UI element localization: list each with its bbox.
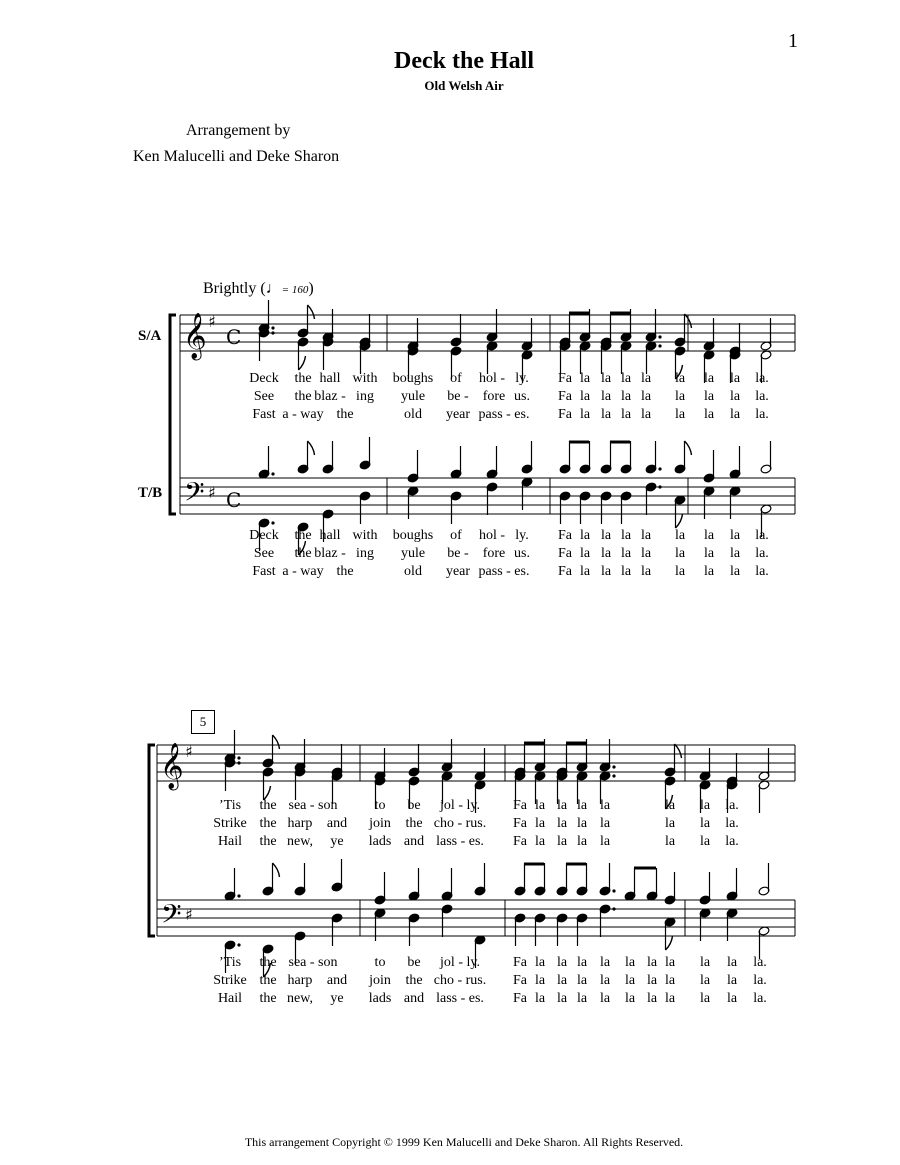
sa-lyric-syllable: la bbox=[579, 407, 591, 422]
tb-lyric-syllable: la bbox=[579, 528, 591, 543]
tb-lyric-syllable: la. bbox=[755, 546, 769, 561]
common-time-icon: C bbox=[226, 488, 242, 512]
tb-lyric-syllable: pass - es. bbox=[478, 564, 530, 579]
sa-lyric-syllable: la bbox=[599, 834, 611, 849]
sa-lyric-syllable: lads bbox=[368, 834, 392, 849]
tb-lyric-syllable: the bbox=[405, 973, 423, 988]
tb-lyric-syllable: la bbox=[699, 973, 711, 988]
tb-lyric-syllable: yule bbox=[400, 546, 426, 561]
measure-number: 5 bbox=[191, 710, 215, 734]
tb-lyric-syllable: Hail bbox=[217, 991, 243, 1006]
sa-lyric-syllable: la bbox=[640, 389, 652, 404]
sa-lyric-syllable: la bbox=[556, 798, 568, 813]
tb-lyric-syllable: la bbox=[640, 546, 652, 561]
note-dot bbox=[658, 467, 661, 470]
tb-lyric-syllable: Fa bbox=[513, 955, 527, 970]
note-flag bbox=[685, 441, 692, 455]
sa-lyric-syllable: la bbox=[674, 371, 686, 386]
tb-lyric-syllable: la bbox=[646, 955, 658, 970]
sa-lyric-syllable: Strike bbox=[213, 816, 247, 831]
sa-lyric-syllable: yule bbox=[400, 389, 426, 404]
tb-lyric-syllable: la bbox=[729, 528, 741, 543]
sa-lyric-syllable: harp bbox=[287, 816, 313, 831]
sa-lyric-syllable: and bbox=[326, 816, 348, 831]
tb-lyric-syllable: la. bbox=[753, 991, 767, 1006]
tb-lyric-syllable: hol - bbox=[478, 528, 506, 543]
sa-lyric-syllable: la bbox=[674, 389, 686, 404]
tb-lyric-syllable: la bbox=[726, 955, 738, 970]
tb-lyric-syllable: la bbox=[646, 991, 658, 1006]
sa-lyric-syllable: la. bbox=[725, 834, 739, 849]
sa-lyric-syllable: la bbox=[729, 389, 741, 404]
sa-lyric-syllable: Deck bbox=[249, 371, 279, 386]
tb-lyric-syllable: la bbox=[576, 955, 588, 970]
sa-lyric-syllable: hol - bbox=[478, 371, 506, 386]
sa-lyric-syllable: Hail bbox=[217, 834, 243, 849]
tb-lyric-syllable: hall bbox=[319, 528, 341, 543]
note-dot bbox=[237, 894, 240, 897]
sa-lyric-syllable: lass - es. bbox=[436, 834, 484, 849]
sa-lyric-syllable: the bbox=[294, 389, 312, 404]
song-title: Deck the Hall bbox=[394, 48, 534, 74]
sa-lyric-syllable: sea - son bbox=[288, 798, 338, 813]
tb-lyric-syllable: la bbox=[640, 528, 652, 543]
key-signature-sharp-icon: ♯ bbox=[208, 312, 216, 331]
sa-lyric-syllable: to bbox=[374, 798, 386, 813]
sa-lyric-syllable: Fast bbox=[252, 407, 276, 422]
tb-lyric-syllable: blaz - bbox=[314, 546, 346, 561]
sa-lyric-syllable: with bbox=[352, 371, 378, 386]
part-label-sa: S/A bbox=[138, 328, 162, 344]
tb-lyric-syllable: Fast bbox=[252, 564, 276, 579]
tb-lyric-syllable: la bbox=[600, 528, 612, 543]
sa-lyric-syllable: la bbox=[534, 798, 546, 813]
sa-lyric-syllable: la bbox=[729, 407, 741, 422]
sa-lyric-syllable: la bbox=[664, 798, 676, 813]
sa-lyric-syllable: be bbox=[407, 798, 421, 813]
sa-lyric-syllable: hall bbox=[319, 371, 341, 386]
sa-lyric-syllable: la bbox=[534, 816, 546, 831]
tb-lyric-syllable: to bbox=[374, 955, 386, 970]
song-subtitle: Old Welsh Air bbox=[424, 78, 504, 93]
note-flag bbox=[676, 514, 683, 528]
sa-lyric-syllable: la. bbox=[755, 389, 769, 404]
note-dot bbox=[658, 485, 661, 488]
note-flag bbox=[666, 936, 673, 950]
tb-lyric-syllable: of bbox=[450, 528, 462, 543]
tb-lyric-syllable: la bbox=[726, 973, 738, 988]
tb-lyric-syllable: ye bbox=[330, 991, 344, 1006]
tb-lyric-syllable: la bbox=[674, 564, 686, 579]
sa-lyric-syllable: the bbox=[259, 834, 277, 849]
arrangement-credit-line1: Arrangement by bbox=[186, 122, 291, 139]
sa-lyric-syllable: la bbox=[556, 834, 568, 849]
tb-lyric-syllable: la bbox=[534, 973, 546, 988]
sa-lyric-syllable: la bbox=[579, 389, 591, 404]
sa-lyric-syllable: the bbox=[336, 407, 354, 422]
sa-lyric-syllable: la bbox=[729, 371, 741, 386]
tb-lyric-syllable: the bbox=[294, 546, 312, 561]
tb-lyric-syllable: ’Tis bbox=[218, 955, 242, 970]
tb-lyric-syllable: Fa bbox=[558, 564, 572, 579]
sa-lyric-syllable: la bbox=[576, 798, 588, 813]
sa-lyric-syllable: join bbox=[369, 816, 391, 831]
arrangement-credit-line2: Ken Malucelli and Deke Sharon bbox=[133, 148, 340, 165]
sa-lyric-syllable: la. bbox=[725, 798, 739, 813]
sa-lyric-syllable: us. bbox=[514, 389, 530, 404]
sa-lyric-syllable: la bbox=[620, 389, 632, 404]
copyright-notice: This arrangement Copyright © 1999 Ken Malucelli and Deke Sharon. All Rights Reserved. bbox=[244, 1135, 684, 1149]
tb-lyric-syllable: with bbox=[352, 528, 378, 543]
note-flag bbox=[308, 305, 315, 319]
sa-lyric-syllable: cho - rus. bbox=[433, 816, 487, 831]
tb-lyric-syllable: la bbox=[726, 991, 738, 1006]
sa-lyric-syllable: la bbox=[599, 798, 611, 813]
tb-lyric-syllable: and bbox=[326, 973, 348, 988]
tb-lyric-syllable: la bbox=[703, 564, 715, 579]
tb-lyric-syllable: ing bbox=[356, 546, 374, 561]
sa-lyric-syllable: be - bbox=[447, 389, 469, 404]
tb-lyric-syllable: and bbox=[403, 991, 425, 1006]
tb-lyric-syllable: la bbox=[556, 973, 568, 988]
tb-lyric-syllable: la bbox=[556, 955, 568, 970]
tb-lyric-syllable: boughs bbox=[392, 528, 434, 543]
tb-lyric-syllable: la bbox=[576, 991, 588, 1006]
tb-lyric-syllable: be - bbox=[447, 546, 469, 561]
tb-lyric-syllable: the bbox=[259, 991, 277, 1006]
sa-lyric-syllable: a - way bbox=[282, 407, 324, 422]
tb-lyric-syllable: la bbox=[729, 546, 741, 561]
sa-lyric-syllable: new, bbox=[287, 834, 313, 849]
sa-lyric-syllable: Fa bbox=[558, 407, 572, 422]
sa-lyric-syllable: la bbox=[579, 371, 591, 386]
tb-lyric-syllable: Deck bbox=[249, 528, 279, 543]
tb-lyric-syllable: la bbox=[579, 546, 591, 561]
sa-lyric-syllable: fore bbox=[482, 389, 506, 404]
common-time-icon: C bbox=[226, 325, 242, 349]
system-bracket bbox=[170, 315, 176, 514]
tempo-label: Brightly bbox=[203, 280, 257, 297]
note-flag bbox=[308, 441, 315, 455]
key-signature-sharp-icon: ♯ bbox=[208, 483, 216, 502]
sa-lyric-syllable: la bbox=[664, 816, 676, 831]
note-dot bbox=[612, 889, 615, 892]
note-dot bbox=[612, 774, 615, 777]
sa-lyric-syllable: la bbox=[600, 389, 612, 404]
note-dot bbox=[271, 521, 274, 524]
note-dot bbox=[271, 472, 274, 475]
tb-lyric-syllable: join bbox=[369, 973, 391, 988]
sa-lyric-syllable: Fa bbox=[513, 834, 527, 849]
tb-lyric-syllable: Fa bbox=[558, 528, 572, 543]
tb-lyric-syllable: la bbox=[699, 955, 711, 970]
note-dot bbox=[237, 943, 240, 946]
tb-lyric-syllable: See bbox=[253, 546, 275, 561]
sa-lyric-syllable: old bbox=[404, 407, 422, 422]
tempo-marking: Brightly (♩= 160) bbox=[203, 280, 314, 297]
tb-lyric-syllable: la bbox=[600, 564, 612, 579]
sa-lyric-syllable: la bbox=[600, 407, 612, 422]
sa-lyric-syllable: ing bbox=[356, 389, 374, 404]
sa-lyric-syllable: year bbox=[445, 407, 471, 422]
tb-lyric-syllable: ly. bbox=[515, 528, 529, 543]
tb-lyric-syllable: la bbox=[674, 546, 686, 561]
sa-lyric-syllable: the bbox=[405, 816, 423, 831]
sa-lyric-syllable: the bbox=[259, 816, 277, 831]
sa-lyric-syllable: and bbox=[403, 834, 425, 849]
sa-lyric-syllable: pass - es. bbox=[478, 407, 530, 422]
tb-lyric-syllable: la bbox=[599, 973, 611, 988]
treble-clef-icon: 𝄞 bbox=[183, 313, 207, 359]
sa-lyric-syllable: la bbox=[640, 371, 652, 386]
tb-lyric-syllable: la bbox=[640, 564, 652, 579]
sa-lyric-syllable: la. bbox=[755, 407, 769, 422]
note-flag bbox=[675, 744, 682, 758]
sa-lyric-syllable: blaz - bbox=[314, 389, 346, 404]
bass-clef-icon: 𝄢 bbox=[184, 476, 205, 514]
tb-lyric-syllable: la bbox=[674, 528, 686, 543]
sa-lyric-syllable: la bbox=[534, 834, 546, 849]
sa-lyric-syllable: ye bbox=[330, 834, 344, 849]
system-bracket bbox=[149, 745, 155, 936]
tb-lyric-syllable: us. bbox=[514, 546, 530, 561]
tb-lyric-syllable: sea - son bbox=[288, 955, 338, 970]
note-flag bbox=[273, 735, 280, 749]
part-label-tb: T/B bbox=[138, 485, 163, 501]
tb-lyric-syllable: la bbox=[576, 973, 588, 988]
sa-lyric-syllable: the bbox=[259, 798, 277, 813]
tb-lyric-syllable: la bbox=[624, 973, 636, 988]
tb-lyric-syllable: Fa bbox=[558, 546, 572, 561]
tb-lyric-syllable: old bbox=[404, 564, 422, 579]
page-number: 1 bbox=[788, 30, 798, 52]
sa-lyric-syllable: la bbox=[703, 407, 715, 422]
sa-lyric-syllable: la bbox=[664, 834, 676, 849]
sa-lyric-syllable: Fa bbox=[513, 816, 527, 831]
tb-lyric-syllable: harp bbox=[287, 973, 313, 988]
tb-lyric-syllable: la bbox=[699, 991, 711, 1006]
tb-lyric-syllable: be bbox=[407, 955, 421, 970]
tb-lyric-syllable: la bbox=[534, 991, 546, 1006]
tb-lyric-syllable: la bbox=[664, 955, 676, 970]
sa-lyric-syllable: la bbox=[703, 389, 715, 404]
sa-lyric-syllable: Fa bbox=[558, 371, 572, 386]
note-dot bbox=[237, 761, 240, 764]
quarter-note-icon: ♩ bbox=[265, 280, 282, 297]
tempo-value: = 160 bbox=[281, 284, 309, 296]
tb-lyric-syllable: la bbox=[599, 955, 611, 970]
tb-lyric-syllable: la bbox=[664, 973, 676, 988]
tb-lyric-syllable: la bbox=[646, 973, 658, 988]
tb-lyric-syllable: lass - es. bbox=[436, 991, 484, 1006]
tb-lyric-syllable: la. bbox=[755, 564, 769, 579]
note-flag bbox=[299, 356, 306, 370]
sa-lyric-syllable: the bbox=[294, 371, 312, 386]
treble-clef-icon: 𝄞 bbox=[160, 743, 184, 789]
tb-lyric-syllable: Fa bbox=[513, 973, 527, 988]
tb-lyric-syllable: la bbox=[729, 564, 741, 579]
note-dot bbox=[658, 335, 661, 338]
sa-lyric-syllable: la bbox=[620, 407, 632, 422]
tb-lyric-syllable: year bbox=[445, 564, 471, 579]
tb-lyric-syllable: la bbox=[599, 991, 611, 1006]
tb-lyric-syllable: la bbox=[624, 955, 636, 970]
sa-lyric-syllable: jol - ly. bbox=[440, 798, 480, 813]
sa-lyric-syllable: of bbox=[450, 371, 462, 386]
sa-lyric-syllable: la bbox=[699, 834, 711, 849]
tb-lyric-syllable: la bbox=[579, 564, 591, 579]
tb-lyric-syllable: la bbox=[620, 528, 632, 543]
sa-lyric-syllable: la bbox=[576, 834, 588, 849]
note-dot bbox=[658, 344, 661, 347]
tb-lyric-syllable: la bbox=[620, 564, 632, 579]
note-dot bbox=[271, 331, 274, 334]
sa-lyric-syllable: ’Tis bbox=[218, 798, 242, 813]
sa-lyric-syllable: See bbox=[253, 389, 275, 404]
note-dot bbox=[612, 907, 615, 910]
tb-lyric-syllable: la bbox=[664, 991, 676, 1006]
sa-lyric-syllable: boughs bbox=[392, 371, 434, 386]
sa-lyric-syllable: la bbox=[674, 407, 686, 422]
sa-lyric-syllable: la bbox=[640, 407, 652, 422]
tb-lyric-syllable: Strike bbox=[213, 973, 247, 988]
key-signature-sharp-icon: ♯ bbox=[185, 905, 193, 924]
tb-lyric-syllable: cho - rus. bbox=[433, 973, 487, 988]
bass-clef-icon: 𝄢 bbox=[161, 898, 182, 936]
sa-lyric-syllable: la. bbox=[725, 816, 739, 831]
tb-lyric-syllable: a - way bbox=[282, 564, 324, 579]
tb-lyric-syllable: la bbox=[600, 546, 612, 561]
sa-lyric-syllable: la bbox=[699, 798, 711, 813]
note-dot bbox=[612, 765, 615, 768]
sa-lyric-syllable: la bbox=[703, 371, 715, 386]
note-dot bbox=[271, 326, 274, 329]
key-signature-sharp-icon: ♯ bbox=[185, 742, 193, 761]
note-dot bbox=[237, 756, 240, 759]
tb-lyric-syllable: fore bbox=[482, 546, 506, 561]
tb-lyric-syllable: Fa bbox=[513, 991, 527, 1006]
tb-lyric-syllable: la bbox=[534, 955, 546, 970]
tb-lyric-syllable: the bbox=[336, 564, 354, 579]
tb-lyric-syllable: la bbox=[556, 991, 568, 1006]
tb-lyric-syllable: la. bbox=[755, 528, 769, 543]
tb-lyric-syllable: la bbox=[624, 991, 636, 1006]
sa-lyric-syllable: Fa bbox=[558, 389, 572, 404]
tb-lyric-syllable: la. bbox=[753, 955, 767, 970]
tb-lyric-syllable: la. bbox=[753, 973, 767, 988]
tb-lyric-syllable: lads bbox=[368, 991, 392, 1006]
sa-lyric-syllable: la bbox=[576, 816, 588, 831]
tb-lyric-syllable: la bbox=[703, 528, 715, 543]
tb-lyric-syllable: the bbox=[259, 955, 277, 970]
sa-lyric-syllable: la bbox=[620, 371, 632, 386]
sa-lyric-syllable: la bbox=[600, 371, 612, 386]
tb-lyric-syllable: la bbox=[703, 546, 715, 561]
tb-lyric-syllable: new, bbox=[287, 991, 313, 1006]
tb-lyric-syllable: jol - ly. bbox=[440, 955, 480, 970]
note-flag bbox=[273, 863, 280, 877]
sa-lyric-syllable: la bbox=[599, 816, 611, 831]
tb-lyric-syllable: la bbox=[620, 546, 632, 561]
sa-lyric-syllable: la bbox=[556, 816, 568, 831]
tb-lyric-syllable: the bbox=[259, 973, 277, 988]
tb-lyric-syllable: the bbox=[294, 528, 312, 543]
sa-lyric-syllable: la bbox=[699, 816, 711, 831]
sa-lyric-syllable: ly. bbox=[515, 371, 529, 386]
sa-lyric-syllable: la. bbox=[755, 371, 769, 386]
sa-lyric-syllable: Fa bbox=[513, 798, 527, 813]
